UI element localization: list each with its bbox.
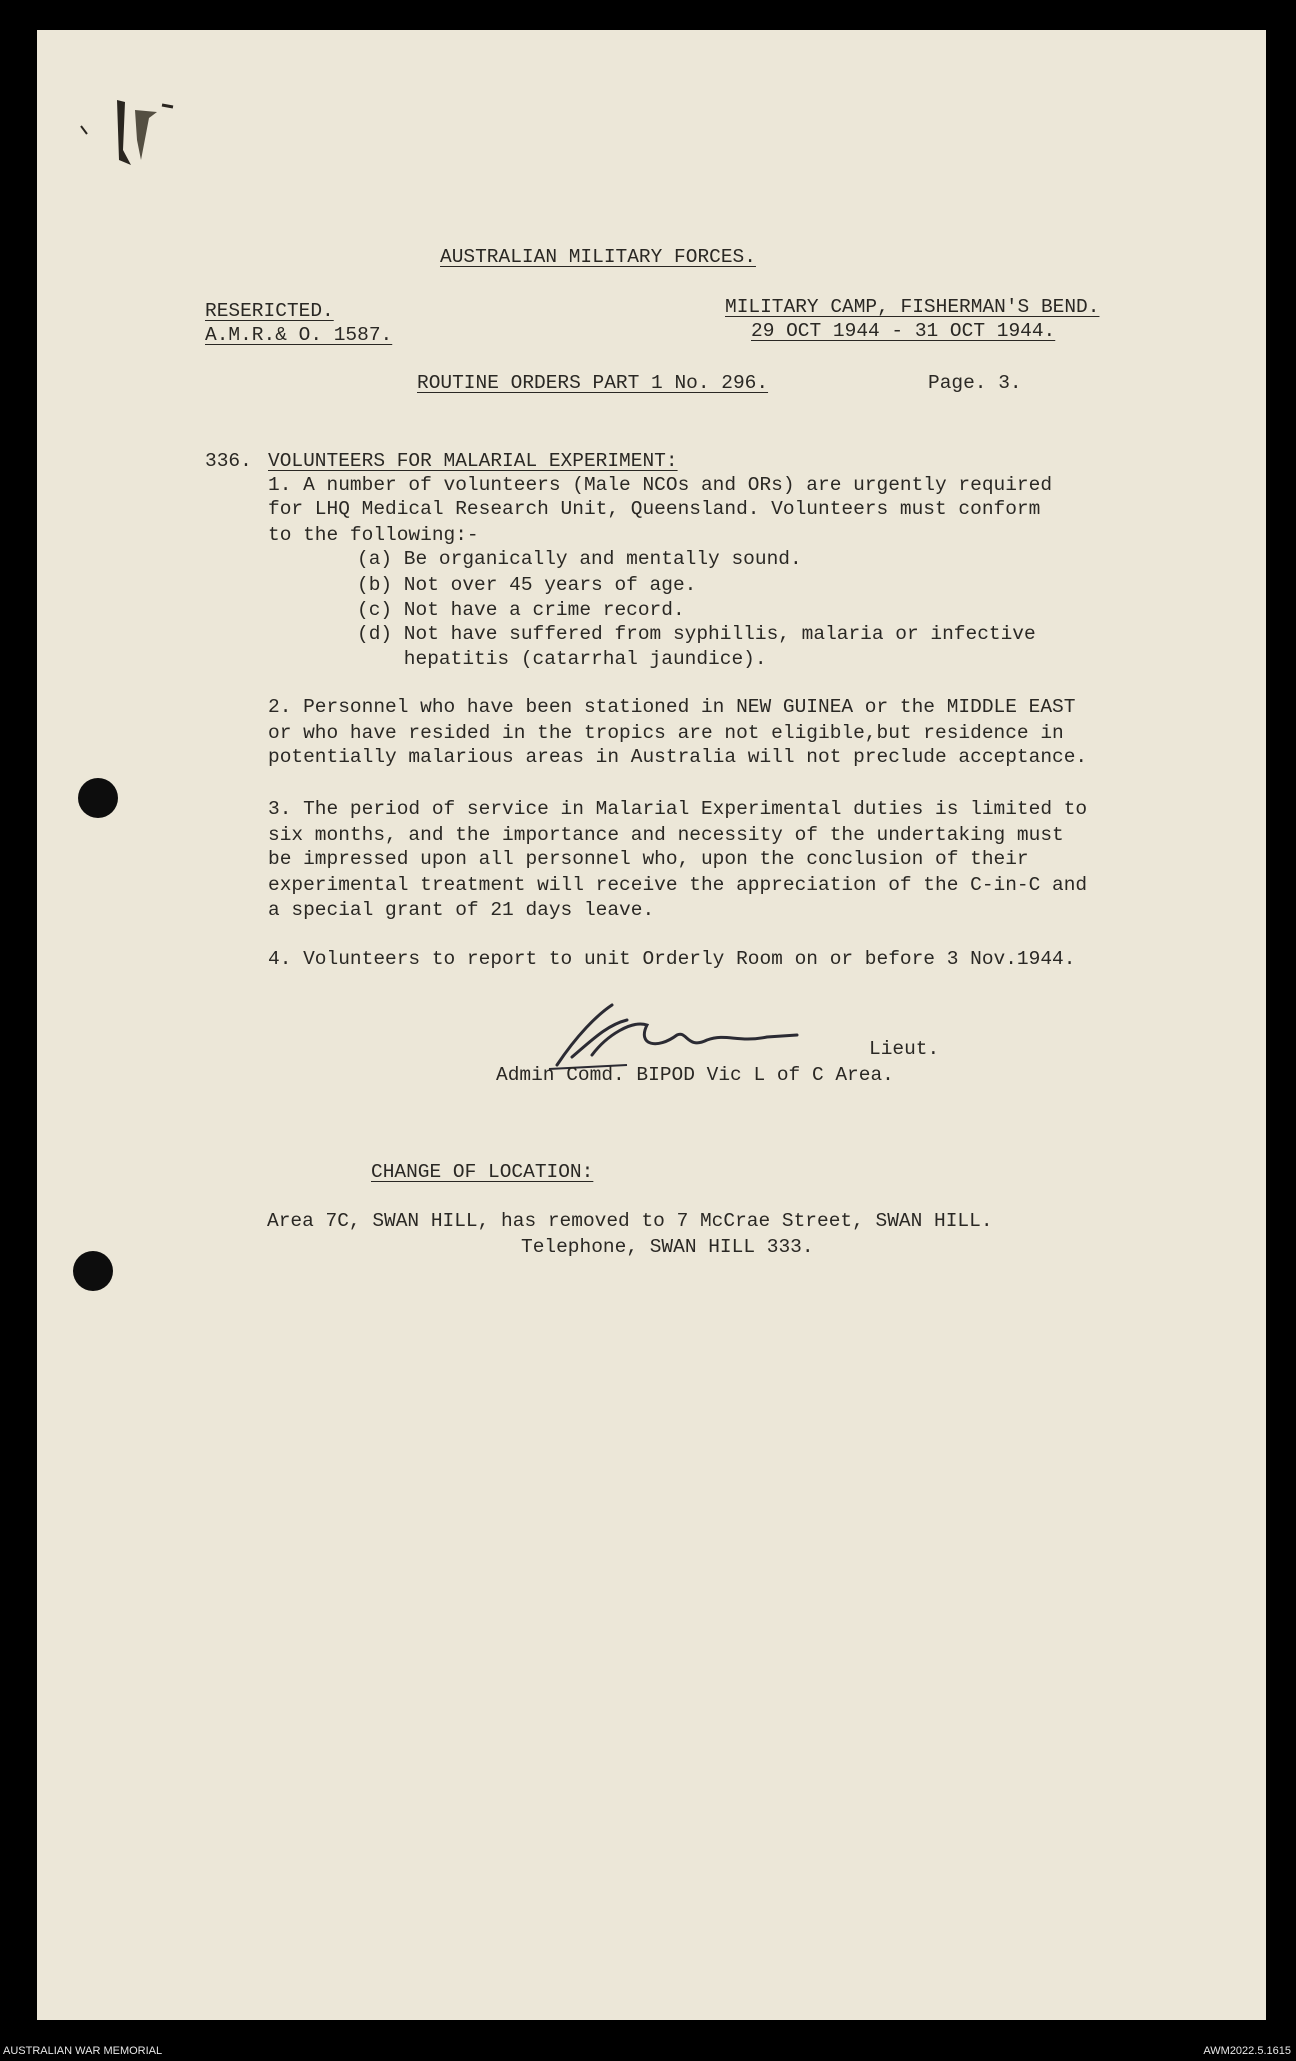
reference-number: A.M.R.& O. 1587.: [205, 324, 393, 346]
para1-line: for LHQ Medical Research Unit, Queensland. Volunteers must conform: [268, 498, 1041, 520]
para3-line: experimental treatment will receive the appreciation of the C-in-C and: [268, 874, 1088, 896]
condition-item: hepatitis (catarrhal jaundice).: [357, 648, 767, 670]
archive-footer-left: AUSTRALIAN WAR MEMORIAL: [3, 2045, 163, 2057]
para1-line: to the following:-: [268, 524, 479, 546]
location-line-2: Telephone, SWAN HILL 333.: [521, 1236, 814, 1258]
change-of-location-heading: CHANGE OF LOCATION:: [371, 1161, 594, 1183]
signatory-title: Admin Comd. BIPOD Vic L of C Area.: [496, 1064, 894, 1086]
para3-line: be impressed upon all personnel who, upon the conclusion of their: [268, 848, 1029, 870]
page-number: Page. 3.: [928, 372, 1022, 394]
header-title: AUSTRALIAN MILITARY FORCES.: [440, 246, 756, 268]
para2-line: or who have resided in the tropics are not eligible,but residence in: [268, 722, 1064, 744]
punch-hole-upper: [78, 778, 118, 818]
para4: 4. Volunteers to report to unit Orderly Room on or before 3 Nov.1944.: [268, 948, 1076, 970]
section-number: 336.: [205, 450, 252, 472]
para1-line: 1. A number of volunteers (Male NCOs and ORs) are urgently required: [268, 474, 1053, 496]
handwritten-mark-icon: [57, 90, 187, 180]
para2-line: 2. Personnel who have been stationed in NEW GUINEA or the MIDDLE EAST: [268, 696, 1076, 718]
condition-item: (d) Not have suffered from syphillis, malaria or infective: [357, 623, 1036, 645]
para3-line: six months, and the importance and necessity of the undertaking must: [268, 824, 1064, 846]
condition-item: (c) Not have a crime record.: [357, 599, 685, 621]
signatory-rank: Lieut.: [869, 1038, 940, 1060]
para3-line: a special grant of 21 days leave.: [268, 899, 655, 921]
archive-footer-right: AWM2022.5.1615: [1203, 2045, 1291, 2057]
date-range: 29 OCT 1944 - 31 OCT 1944.: [751, 320, 1056, 342]
orders-title: ROUTINE ORDERS PART 1 No. 296.: [417, 372, 769, 394]
location-line-1: Area 7C, SWAN HILL, has removed to 7 McCrae Street, SWAN HILL.: [267, 1210, 993, 1232]
camp-location: MILITARY CAMP, FISHERMAN'S BEND.: [725, 296, 1100, 318]
para3-line: 3. The period of service in Malarial Experimental duties is limited to: [268, 798, 1088, 820]
condition-item: (b) Not over 45 years of age.: [357, 574, 697, 596]
document-page: [37, 30, 1266, 2020]
section-heading: VOLUNTEERS FOR MALARIAL EXPERIMENT:: [268, 450, 678, 472]
punch-hole-lower: [73, 1251, 113, 1291]
para2-line: potentially malarious areas in Australia will not preclude acceptance.: [268, 746, 1088, 768]
classification: RESERICTED.: [205, 300, 334, 322]
condition-item: (a) Be organically and mentally sound.: [357, 548, 802, 570]
